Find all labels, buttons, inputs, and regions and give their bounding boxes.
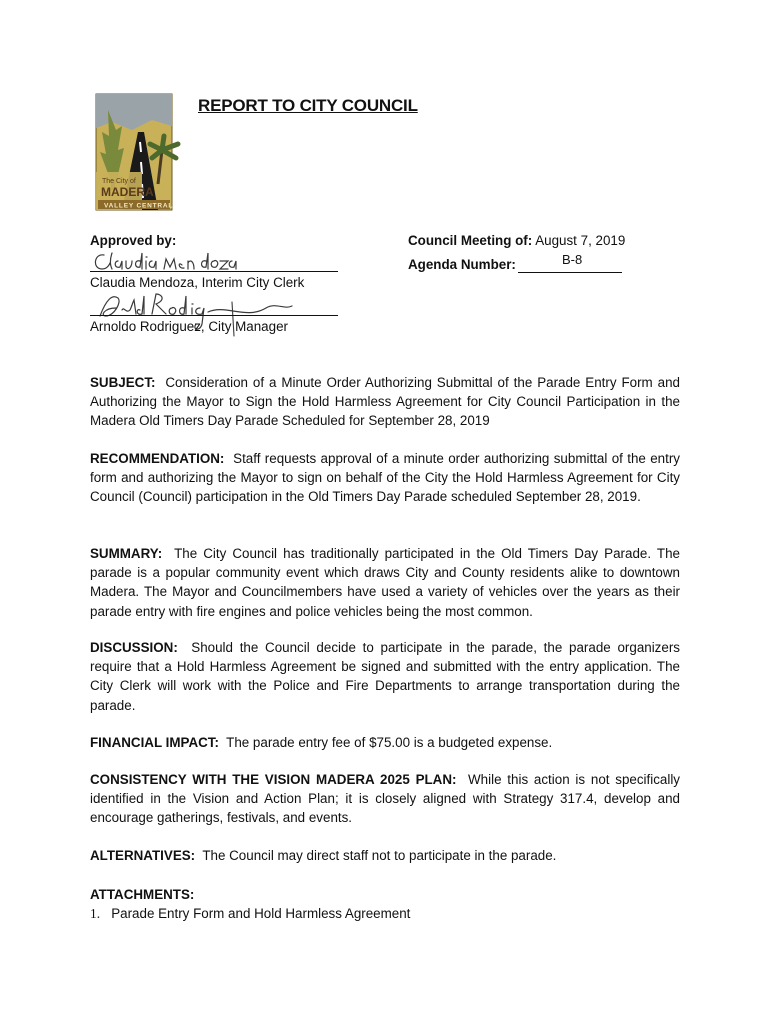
- recommendation-section: [90, 449, 680, 507]
- attachments-list: [90, 904, 410, 923]
- financial-impact-label: FINANCIAL IMPACT:: [90, 735, 219, 750]
- attachments-label: ATTACHMENTS:: [90, 887, 195, 902]
- council-meeting: [408, 232, 625, 250]
- city-of-madera-logo: [92, 92, 188, 212]
- financial-impact-text: The parade entry fee of $75.00 is a budgeted expense.: [226, 735, 553, 750]
- signature-line-2: [90, 315, 338, 316]
- signatory-1: Claudia Mendoza, Interim City Clerk: [90, 275, 305, 290]
- subject-section: [90, 373, 680, 431]
- financial-impact-section: [90, 733, 680, 752]
- summary-section: [90, 544, 680, 621]
- discussion-label: DISCUSSION:: [90, 640, 178, 655]
- madera-logo-icon: [92, 92, 188, 212]
- svg-text:VALLEY CENTRAL: VALLEY CENTRAL: [104, 202, 174, 210]
- alternatives-text: The Council may direct staff not to participate in the parade.: [202, 848, 557, 863]
- agenda-number-label: Agenda Number:: [408, 257, 516, 272]
- recommendation-label: RECOMMENDATION:: [90, 451, 225, 466]
- alternatives-label: ALTERNATIVES:: [90, 848, 196, 863]
- consistency-text: While this action is not specifically identified in the Vision and Action Plan; it is closely aligned with Strategy 317.4, develop and encourage gatherings, festivals, and events.: [90, 772, 681, 826]
- attachment-text: Parade Entry Form and Hold Harmless Agreement: [111, 906, 411, 921]
- summary-label: SUMMARY:: [90, 546, 163, 561]
- consistency-label: CONSISTENCY WITH THE VISION MADERA 2025 PLAN:: [90, 772, 457, 787]
- attachments-heading-block: [90, 885, 680, 904]
- consistency-section: [90, 770, 680, 828]
- attachment-number: 1.: [90, 906, 101, 921]
- recommendation-text: Staff requests approval of a minute order authorizing submittal of the entry form and authorizing the Mayor to sign on behalf of the City the Hold Harmless Agreement for City Council (Council) participation in the Old Timers Day Parade scheduled September 28, 2019.: [90, 451, 680, 505]
- subject-label: SUBJECT:: [90, 375, 156, 390]
- svg-text:The City of: The City of: [102, 178, 136, 185]
- list-item: [90, 904, 410, 923]
- svg-text:MADERA: MADERA: [101, 185, 154, 199]
- discussion-section: [90, 638, 680, 715]
- council-meeting-date: August 7, 2019: [535, 233, 626, 248]
- signature-line-1: [90, 271, 338, 272]
- summary-text: The City Council has traditionally participated in the Old Timers Day Parade. The parade is a popular community event which draws City and County residents alike to downtown Madera. The Mayor and Councilmembers have used a variety of vehicles over the years as their parade entry with fire engines and police vehicles being the most common.: [90, 546, 680, 619]
- subject-text: Consideration of a Minute Order Authorizing Submittal of the Parade Entry Form and Authorizing the Mayor to Sign the Hold Harmless Agreement for City Council Participation in the Madera Old Timers Day Parade Scheduled for September 28, 2019: [90, 375, 680, 429]
- agenda-number-value: B-8: [562, 252, 583, 267]
- discussion-text: Should the Council decide to participate in the parade, the parade organizers require that a Hold Harmless Agreement be signed and submitted with the entry application. The City Clerk will work with the Police and Fire Departments to arrange transportation during the parade.: [90, 640, 680, 713]
- report-title: REPORT TO CITY COUNCIL: [198, 96, 418, 115]
- agenda-number-line: [518, 272, 622, 273]
- approved-by-label: Approved by:: [90, 233, 177, 248]
- alternatives-section: [90, 846, 680, 865]
- council-meeting-label: Council Meeting of:: [408, 233, 533, 248]
- signatory-2: Arnoldo Rodriguez, City Manager: [90, 319, 288, 334]
